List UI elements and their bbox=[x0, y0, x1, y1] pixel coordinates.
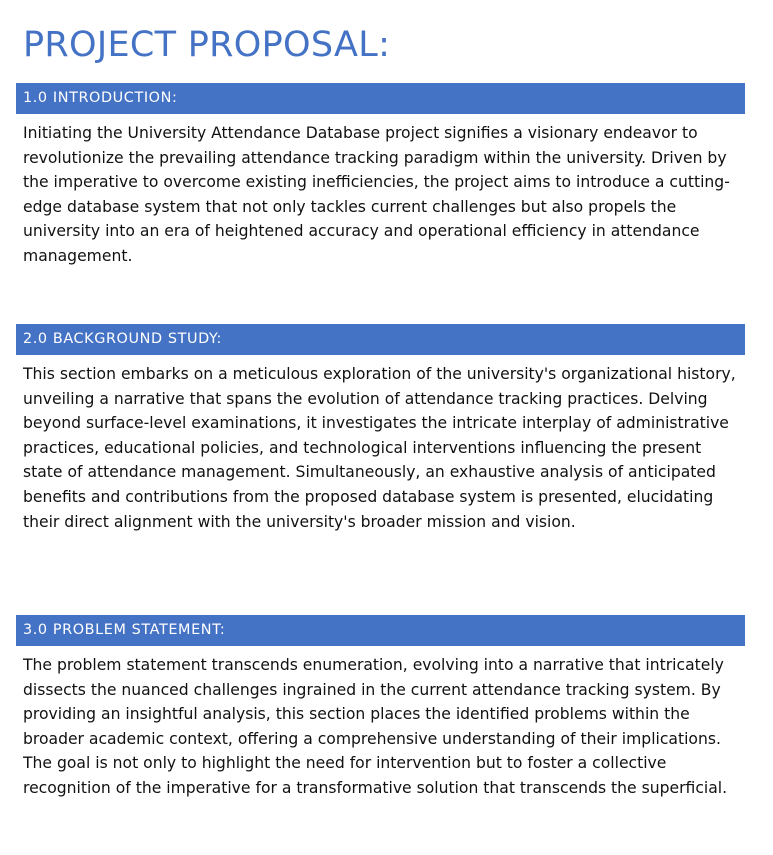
section-heading-problem-statement: 3.0 PROBLEM STATEMENT: bbox=[16, 615, 745, 646]
section-body-background-study: This section embarks on a meticulous exploration of the university's organizational history, unveiling a narrative that spans the evolution of attendance tracking practices. Delving beyond surface-level examinations, it investigates the intricate interplay of administrative practices, educational policies, and technological interventions influencing the present state of attendance management. Simultaneously, an exhaustive analysis of anticipated benefits and contributions from the proposed database system is presented, elucidating their direct alignment with the university's broader mission and vision. bbox=[23, 365, 736, 531]
section-heading-introduction: 1.0 INTRODUCTION: bbox=[16, 83, 745, 114]
section-body-problem-statement: The problem statement transcends enumeration, evolving into a narrative that intricately dissects the nuanced challenges ingrained in the current attendance tracking system. By providing an insightful analysis, this section places the identified problems within the broader academic context, offering a comprehensive understanding of their implications. The goal is not only to highlight the need for intervention but to foster a collective recognition of the imperative for a transformative solution that transcends the superficial. bbox=[23, 656, 728, 797]
document-title: PROJECT PROPOSAL: bbox=[23, 25, 391, 65]
section-heading-background-study: 2.0 BACKGROUND STUDY: bbox=[16, 324, 745, 355]
section-body-introduction: Initiating the University Attendance Database project signifies a visionary endeavor to revolutionize the prevailing attendance tracking paradigm within the university. Driven by the imperative to overcome existing inefficiencies, the project aims to introduce a cutting-edge database system that not only tackles current challenges but also propels the university into an era of heightened accuracy and operational efficiency in attendance management. bbox=[23, 124, 730, 265]
